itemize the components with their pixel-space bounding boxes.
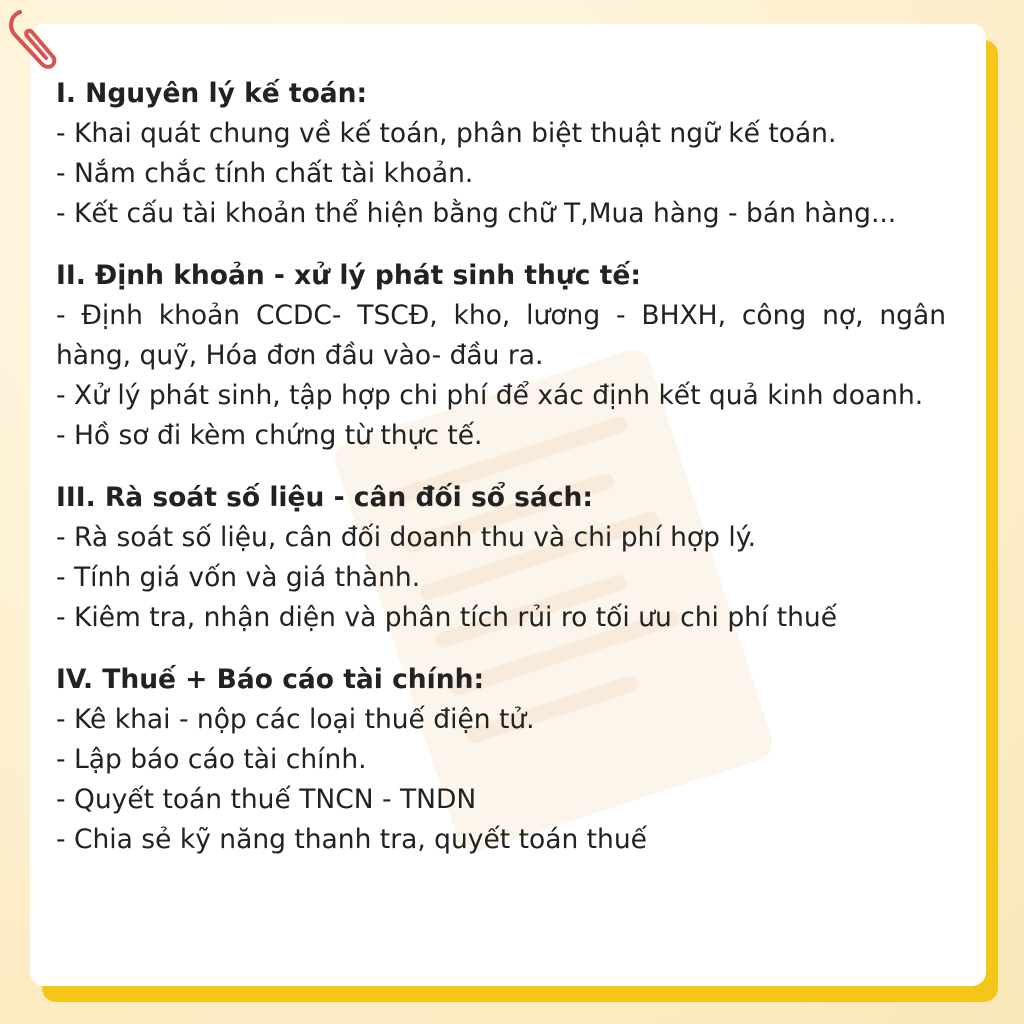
list-item: - Kê khai - nộp các loại thuế điện tử. (56, 704, 535, 735)
list-item: - Khai quát chung về kế toán, phân biệt thuật ngữ kế toán. (56, 118, 837, 149)
section-nguyen-ly (56, 74, 956, 234)
syllabus-content (56, 74, 956, 882)
list-item: - Xử lý phát sinh, tập hợp chi phí để xác định kết quả kinh doanh. (56, 380, 924, 411)
list-item: - Rà soát số liệu, cân đối doanh thu và chi phí hợp lý. (56, 522, 757, 553)
section-title: II. Định khoản - xử lý phát sinh thực tế: (56, 260, 641, 291)
list-item: - Nắm chắc tính chất tài khoản. (56, 158, 474, 189)
list-item: - Định khoản CCDC- TSCĐ, kho, lương - BHXH, công nợ, ngân hàng, quỹ, Hóa đơn đầu vào- đầu ra. (56, 300, 946, 371)
list-item: - Kết cấu tài khoản thể hiện bằng chữ T,Mua hàng - bán hàng... (56, 198, 897, 229)
list-item: - Lập báo cáo tài chính. (56, 744, 367, 775)
list-item: - Tính giá vốn và giá thành. (56, 562, 421, 593)
list-item: - Quyết toán thuế TNCN - TNDN (56, 784, 477, 815)
section-title: IV. Thuế + Báo cáo tài chính: (56, 664, 485, 695)
list-item: - Chia sẻ kỹ năng thanh tra, quyết toán thuế (56, 824, 647, 855)
section-title: I. Nguyên lý kế toán: (56, 78, 368, 109)
content-card (30, 24, 986, 986)
paperclip-icon (2, 2, 66, 82)
section-ra-soat (56, 478, 956, 638)
list-item: - Kiêm tra, nhận diện và phân tích rủi ro tối ưu chi phí thuế (56, 602, 838, 633)
section-dinh-khoan (56, 256, 956, 456)
section-title: III. Rà soát số liệu - cân đối sổ sách: (56, 482, 594, 513)
list-item: - Hồ sơ đi kèm chứng từ thực tế. (56, 420, 483, 451)
section-thue-bctc (56, 660, 956, 860)
